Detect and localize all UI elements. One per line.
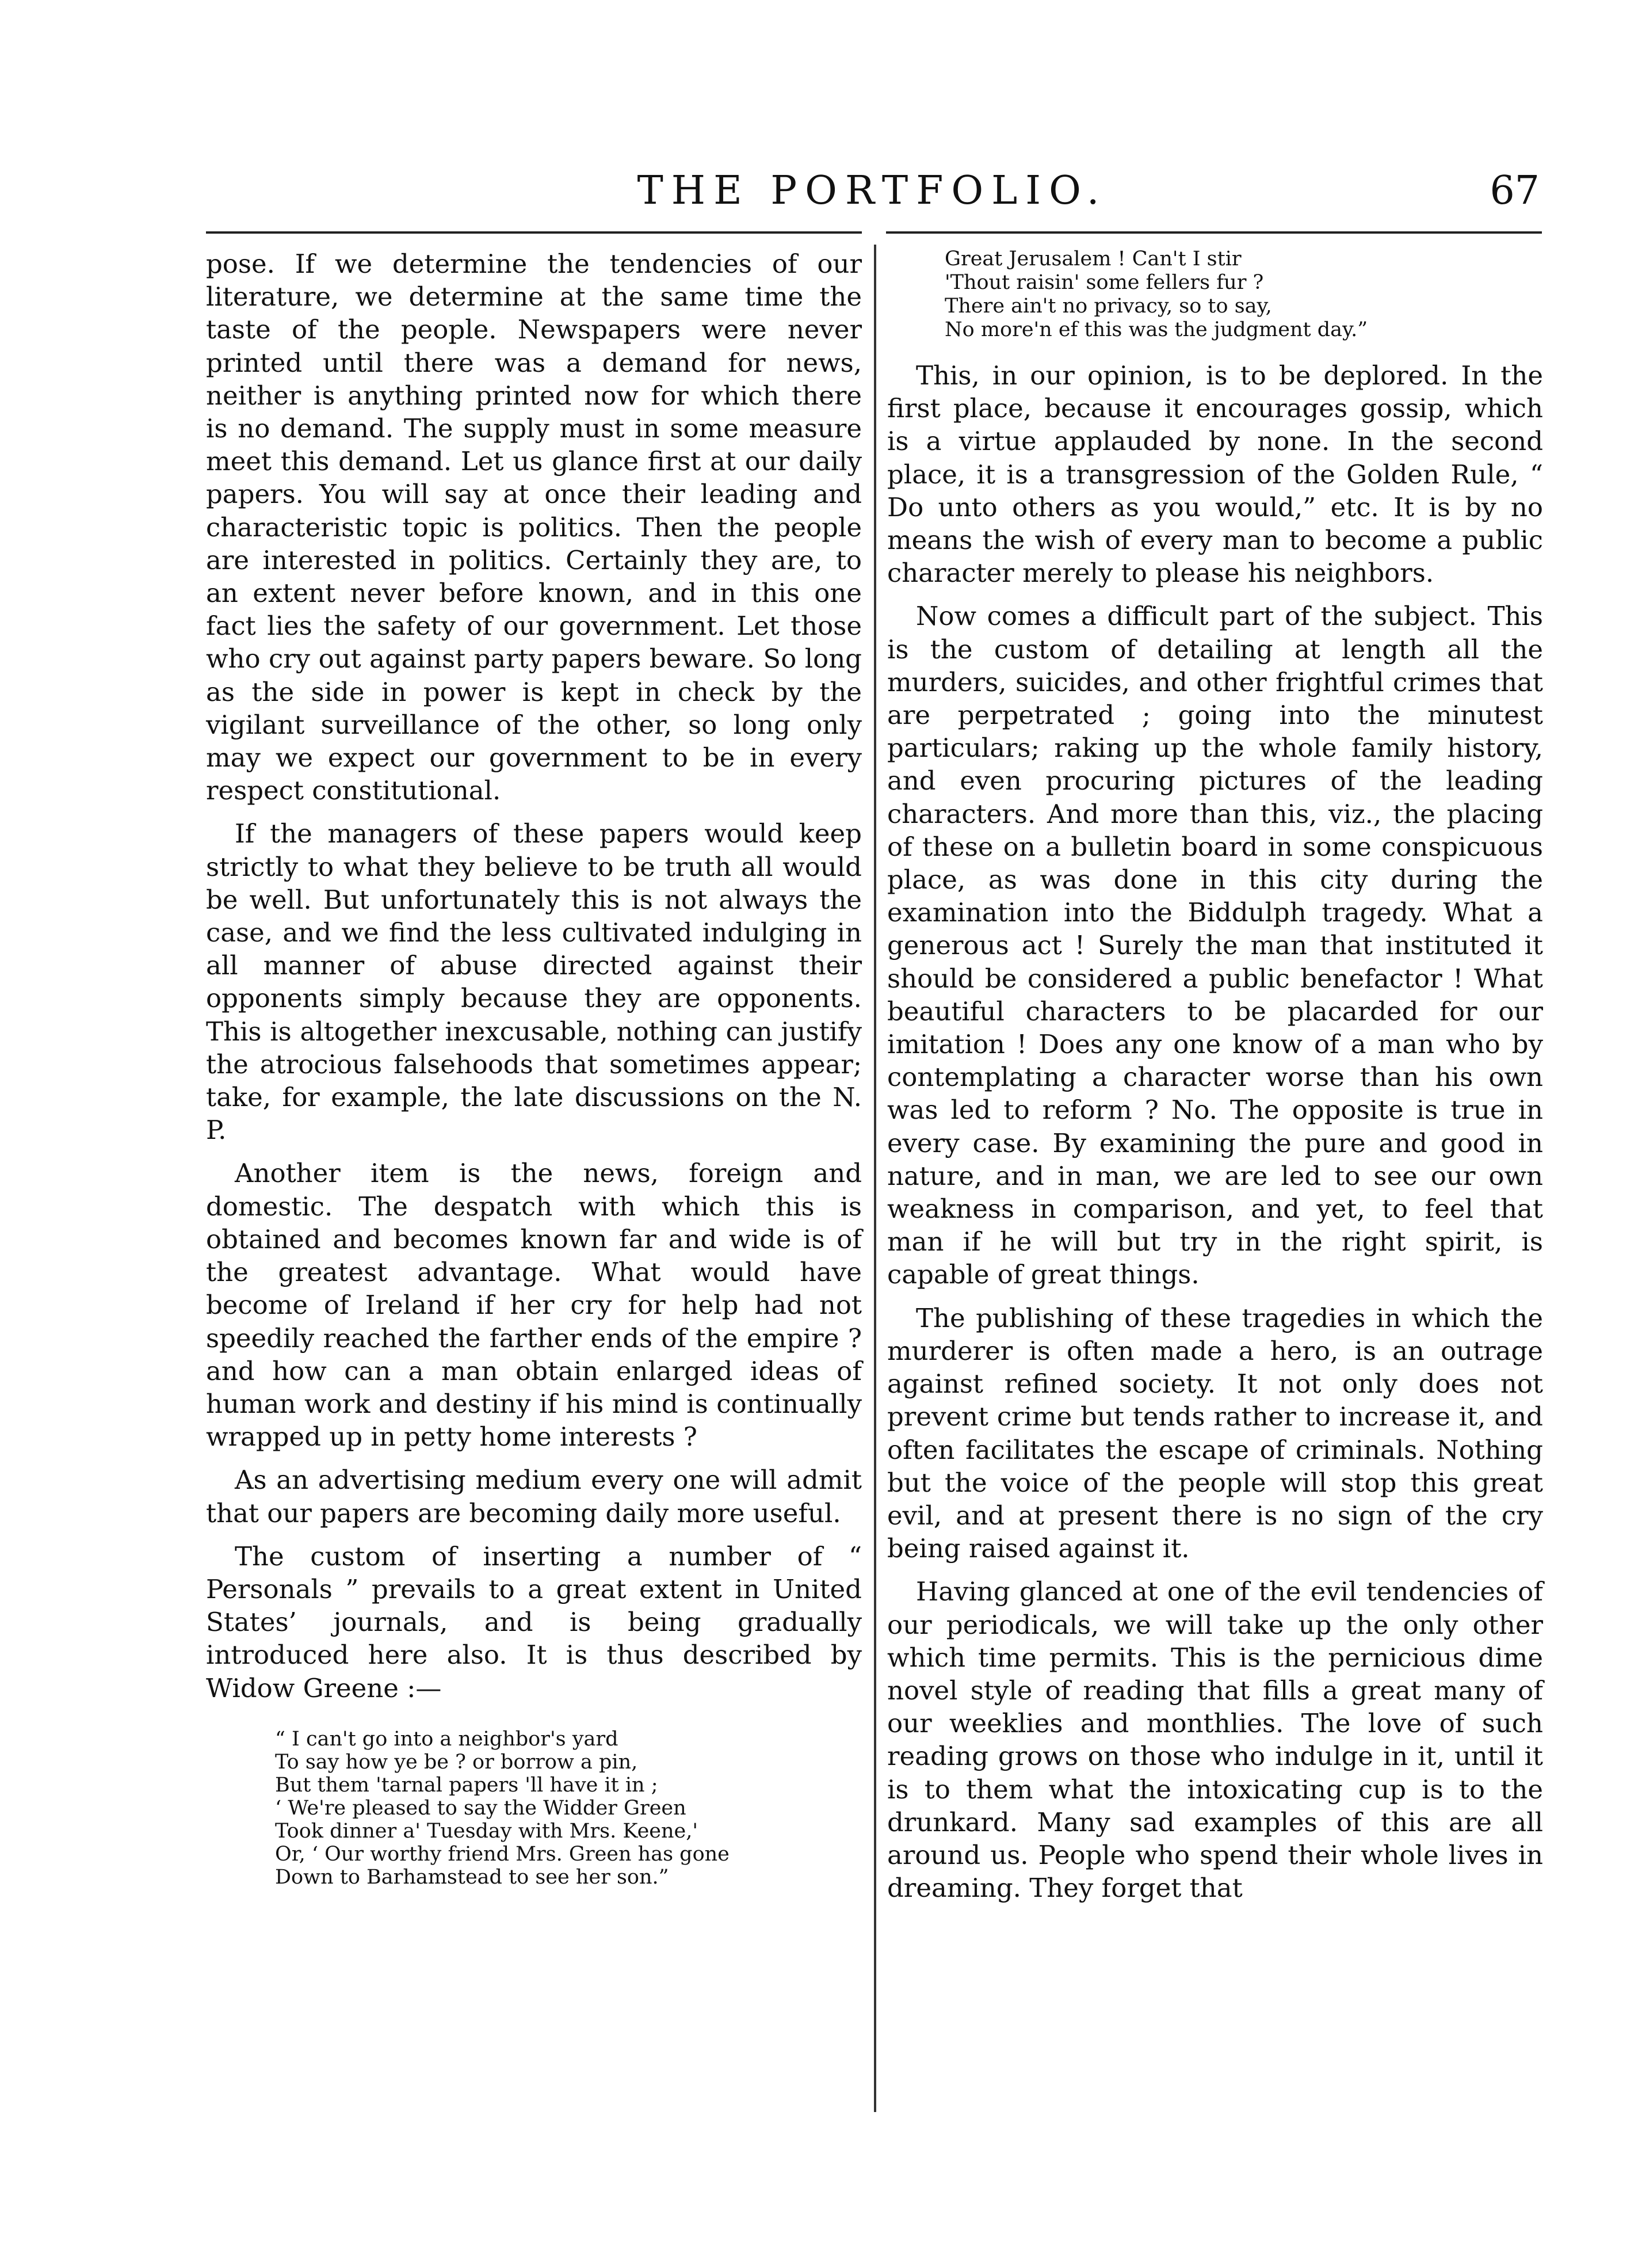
quoted-poem-continued — [945, 247, 1543, 342]
poem-line: No more'n ef this was the judgment day.” — [945, 318, 1368, 341]
poem-line: Took dinner a' Tuesday with Mrs. Keene,' — [275, 1819, 698, 1843]
header-rule-right — [886, 231, 1542, 234]
paragraph: As an advertising medium every one will admit that our papers are becoming daily more useful. — [206, 1465, 862, 1528]
poem-line: 'Thout raisin' some fellers fur ? — [945, 271, 1264, 294]
paragraph: Now comes a difficult part of the subject. This is the custom of detailing at length all the murders, suicides, and other frightful crimes that are perpetrated ; going into the minutest particulars; raking up the whole family history, and even procuring pictures of the leading characters. And more than this, viz., the placing of these on a bulletin board in some conspicuous place, as was done in this city during the examination into the Biddulph tragedy. What a generous act ! Surely the man that instituted it should be considered a public benefactor ! What beautiful characters to be placarded for our imitation ! Does any one know of a man who by contemplating a character worse than his own was led to reform ? No. The opposite is true in every case. By examining the pure and good in nature, and in man, we are led to see our own weakness in comparison, and yet, to feel that man if he will but try in the right spirit, is capable of great things. — [887, 601, 1543, 1290]
left-column — [206, 247, 862, 1889]
poem-line: “ I can't go into a neighbor's yard — [275, 1727, 618, 1751]
page-header — [201, 168, 1543, 220]
poem-line: But them 'tarnal papers 'll have it in ; — [275, 1773, 658, 1797]
poem-line: To say how ye be ? or borrow a pin, — [275, 1750, 638, 1774]
column-divider — [874, 245, 876, 2112]
paragraph: Having glanced at one of the evil tendencies of our periodicals, we will take up the only other which time permits. This is the pernicious dime novel style of reading that fills a great many of our weeklies and monthlies. The love of such reading grows on those who indulge in it, until it is to them what the intoxicating cup is to the drunkard. Many sad examples of this are all around us. People who spend their whole lives in dreaming. They forget that — [887, 1576, 1543, 1904]
page-number: 67 — [1490, 168, 1540, 214]
paragraph: If the managers of these papers would keep strictly to what they believe to be truth all would be well. But unfortunately this is not always the case, and we find the less cultivated indulging in all manner of abuse directed against their opponents simply because they are opponents. This is altogether inexcusable, nothing can justify the atrocious falsehoods that sometimes appear; take, for example, the late discussions on the N. P. — [206, 818, 862, 1146]
poem-line: Down to Barhamstead to see her son.” — [275, 1865, 669, 1889]
running-title: THE PORTFOLIO. — [637, 168, 1108, 214]
paragraph: This, in our opinion, is to be deplored. In the first place, because it encourages gossip, which is a virtue applauded by none. In the second place, it is a transgression of the Golden Rule, “ Do unto others as you would,” etc. It is by no means the wish of every man to become a public character merely to please his neighbors. — [887, 360, 1543, 589]
header-rule-left — [206, 231, 862, 234]
paragraph: The publishing of these tragedies in which the murderer is often made a hero, is an outrage against refined society. It not only does not prevent crime but tends rather to increase it, and often facilitates the escape of criminals. Nothing but the voice of the people will stop this great evil, and at present there is no sign of the cry being raised against it. — [887, 1302, 1543, 1564]
poem-line: Or, ‘ Our worthy friend Mrs. Green has gone — [275, 1842, 730, 1866]
quoted-poem — [275, 1728, 862, 1889]
paragraph: pose. If we determine the tendencies of our literature, we determine at the same time the taste of the people. Newspapers were never printed until there was a demand for news, neither is anything printed now for which there is no demand. The supply must in some measure meet this demand. Let us glance first at our daily papers. You will say at once their leading and characteristic topic is politics. Then the people are interested in politics. Certainly they are, to an extent never before known, and in this one fact lies the safety of our government. Let those who cry out against party papers beware. So long as the side in power is kept in check by the vigilant surveillance of the other, so long only may we expect our government to be in every respect constitutional. — [206, 249, 862, 806]
poem-line: There ain't no privacy, so to say, — [945, 295, 1272, 318]
paragraph: Another item is the news, foreign and domestic. The despatch with which this is obtained and becomes known far and wide is of the greatest advantage. What would have become of Ireland if her cry for help had not speedily reached the farther ends of the empire ? and how can a man obtain enlarged ideas of human work and destiny if his mind is continually wrapped up in petty home interests ? — [206, 1158, 862, 1453]
paragraph: The custom of inserting a number of “ Personals ” prevails to a great extent in United States’ journals, and is being gradually introduced here also. It is thus described by Widow Greene :— — [206, 1541, 862, 1703]
poem-line: ‘ We're pleased to say the Widder Green — [275, 1796, 686, 1820]
right-column — [887, 247, 1543, 1904]
poem-line: Great Jerusalem ! Can't I stir — [945, 247, 1242, 270]
